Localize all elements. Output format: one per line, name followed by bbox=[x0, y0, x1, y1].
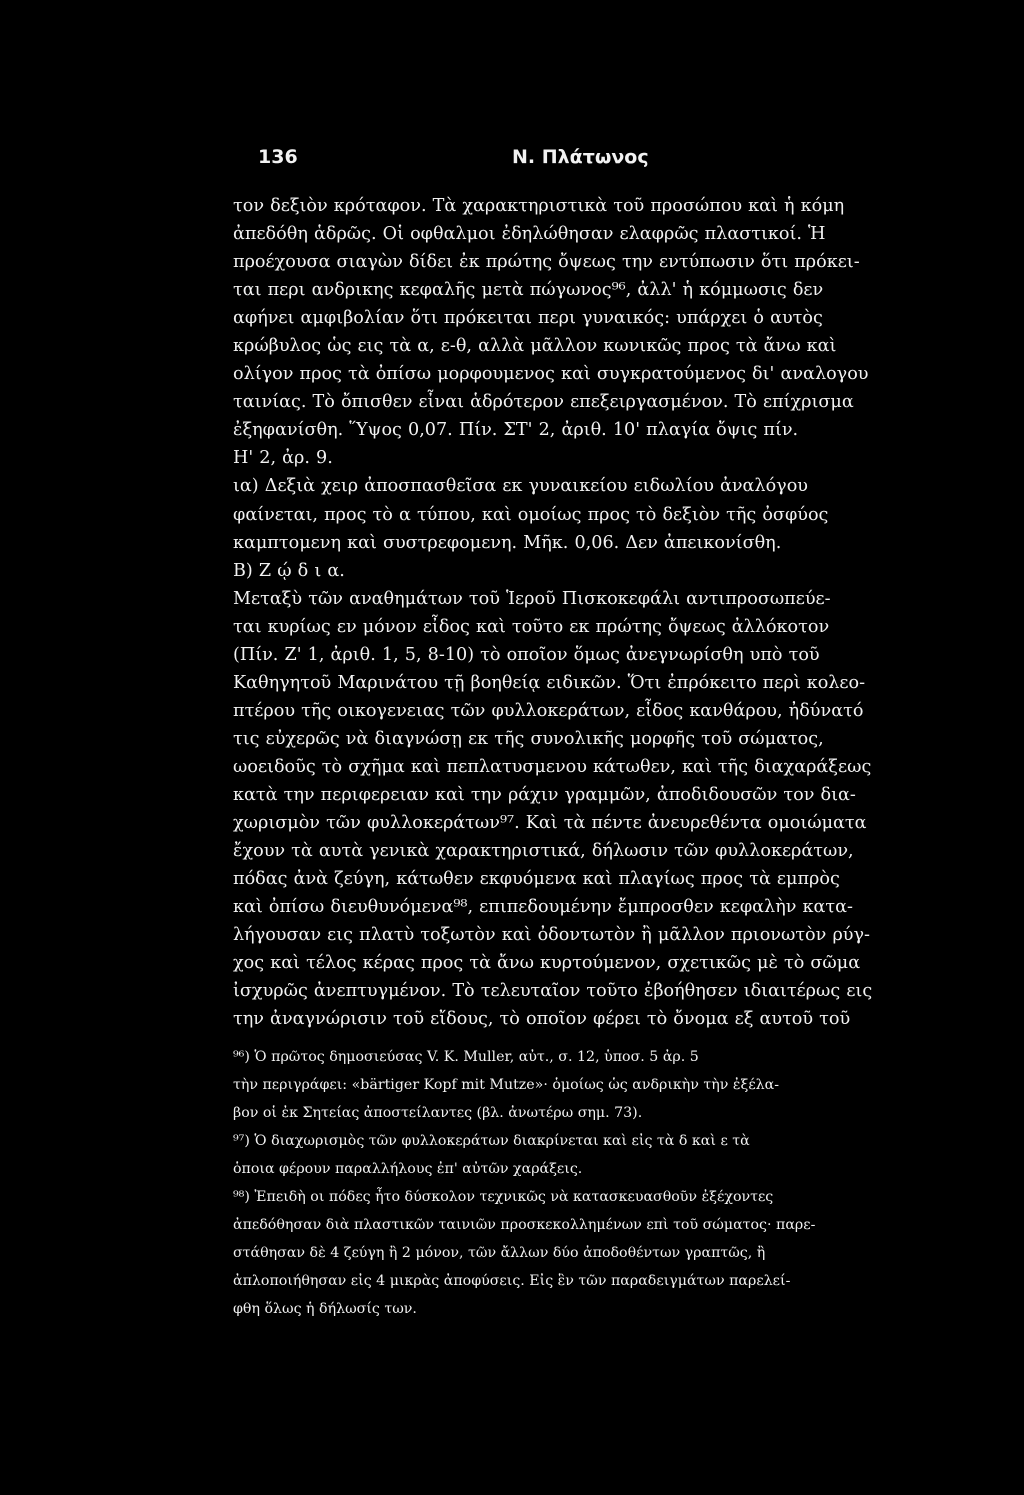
body-line: (Πίν. Ζ' 1, ἀριθ. 1, 5, 8-10) τὸ οποῖον ὅμως ἀνεγνωρίσθη υπὸ τοῦ bbox=[233, 644, 820, 665]
body-line: ια) Δεξιὰ χειρ ἀποσπασθεῖσα εκ γυναικείου ειδωλίου ἀναλόγου bbox=[233, 476, 808, 497]
body-line: χωρισμὸν τῶν φυλλοκεράτων⁹⁷. Καὶ τὰ πέντε ἀνευρεθέντα ομοιώματα bbox=[233, 813, 867, 834]
body-line: Η' 2, ἀρ. 9. bbox=[233, 448, 333, 469]
body-line: τις εὐχερῶς νὰ διαγνώσῃ εκ τῆς συνολικῆς μορφῆς τοῦ σώματος, bbox=[233, 728, 824, 749]
body-line: προέχουσα σιαγὼν δίδει ἐκ πρώτης ὄψεως την εντύπωσιν ὅτι πρόκει- bbox=[233, 252, 860, 273]
body-line: λήγουσαν εις πλατὺ τοξωτὸν καὶ ὀδοντωτὸν ἢ μᾶλλον πριονωτὸν ρύγ- bbox=[233, 925, 870, 946]
section-heading: Β) Ζ ῴ δ ι α. bbox=[233, 560, 345, 581]
footnote-line: ὁποια φέρουν παραλλήλους ἐπ' αὐτῶν χαράξεις. bbox=[233, 1161, 583, 1178]
body-line: ἰσχυρῶς ἀνεπτυγμένον. Τὸ τελευταῖον τοῦτο ἐβοήθησεν ιδιαιτέρως εις bbox=[233, 981, 873, 1002]
body-line: την ἀναγνώρισιν τοῦ εἴδους, τὸ οποῖον φέρει τὸ ὄνομα εξ αυτοῦ τοῦ bbox=[233, 1009, 851, 1030]
running-title: Ν. Πλάτωνος bbox=[512, 146, 649, 168]
footnote-line: βον οἱ ἐκ Σητείας ἀποστείλαντες (βλ. ἀνωτέρω σημ. 73). bbox=[233, 1105, 643, 1122]
body-line: ται περι ανδρικης κεφαλῆς μετὰ πώγωνος⁹⁶, ἀλλ' ἡ κόμμωσις δεν bbox=[233, 280, 824, 301]
body-line: Μεταξὺ τῶν αναθημάτων τοῦ Ἱεροῦ Πισκοκεφάλι αντιπροσωπεύε- bbox=[233, 588, 831, 609]
footnote-line: ⁹⁸) Ἐπειδὴ οι πόδες ἦτο δύσκολον τεχνικῶς νὰ κατασκευασθοῦν ἐξέχοντες bbox=[233, 1189, 774, 1206]
body-line: πόδας ἀνὰ ζεύγη, κάτωθεν εκφυόμενα καὶ πλαγίως προς τὰ εμπρὸς bbox=[233, 869, 840, 890]
body-line: ται κυρίως εν μόνον εἶδος καὶ τοῦτο εκ πρώτης ὄψεως ἀλλόκοτον bbox=[233, 616, 830, 637]
body-line: φαίνεται, προς τὸ α τύπου, καὶ ομοίως προς τὸ δεξιὸν τῆς ὀσφύος bbox=[233, 504, 829, 525]
page-number: 136 bbox=[258, 146, 298, 168]
body-line: ολίγον προς τὰ ὀπίσω μορφουμενος καὶ συγκρατούμενος δι' αναλογου bbox=[233, 364, 869, 385]
body-line: καμπτομενη καὶ συστρεφομενη. Μῆκ. 0,06. Δεν ἀπεικονίσθη. bbox=[233, 532, 782, 553]
footnote-line: στάθησαν δὲ 4 ζεύγη ἢ 2 μόνον, τῶν ἄλλων δύο ἀποδοθέντων γραπτῶς, ἢ bbox=[233, 1245, 766, 1262]
running-header bbox=[0, 146, 1024, 176]
footnote-line: ⁹⁷) Ὁ διαχωρισμὸς τῶν φυλλοκεράτων διακρίνεται καὶ εἰς τὰ δ καὶ ε τὰ bbox=[233, 1133, 750, 1150]
footnote-line: ⁹⁶) Ὁ πρῶτος δημοσιεύσας V. K. Muller, αὐτ., σ. 12, ὑποσ. 5 ἀρ. 5 bbox=[233, 1049, 699, 1065]
footnote-line: φθη ὅλως ἡ δήλωσίς των. bbox=[233, 1301, 417, 1318]
body-line: ἐξηφανίσθη. Ὕψος 0,07. Πίν. ΣΤ' 2, ἀριθ. 10' πλαγία ὄψις πίν. bbox=[233, 420, 799, 441]
body-line: αφήνει αμφιβολίαν ὅτι πρόκειται περι γυναικός: υπάρχει ὁ αυτὸς bbox=[233, 308, 823, 329]
body-line: κατὰ την περιφερειαν καὶ την ράχιν γραμμῶν, ἀποδιδουσῶν τον δια- bbox=[233, 784, 856, 805]
body-line: χος καὶ τέλος κέρας προς τὰ ἄνω κυρτούμενον, σχετικῶς μὲ τὸ σῶμα bbox=[233, 953, 861, 974]
body-line: κρώβυλος ὡς εις τὰ α, ε-θ, αλλὰ μᾶλλον κωνικῶς προς τὰ ἄνω καὶ bbox=[233, 336, 837, 357]
body-line: τον δεξιὸν κρόταφον. Τὰ χαρακτηριστικὰ τοῦ προσώπου καὶ ἡ κόμη bbox=[233, 196, 845, 216]
body-line: καὶ ὀπίσω διευθυνόμενα⁹⁸, επιπεδουμένην ἔμπροσθεν κεφαλὴν κατα- bbox=[233, 897, 853, 918]
body-line: ταινίας. Τὸ ὄπισθεν εἶναι ἁδρότερον επεξειργασμένον. Τὸ επίχρισμα bbox=[233, 392, 854, 413]
body-line: ωοειδοῦς τὸ σχῆμα καὶ πεπλατυσμενου κάτωθεν, καὶ τῆς διαχαράξεως bbox=[233, 756, 872, 777]
footnotes bbox=[233, 1046, 816, 1326]
body-line: Καθηγητοῦ Μαρινάτου τῇ βοηθείᾳ ειδικῶν. Ὅτι ἐπρόκειτο περὶ κολεο- bbox=[233, 672, 866, 693]
footnote-line: τὴν περιγράφει: «bärtiger Kopf mit Mutze»· ὁμοίως ὡς ανδρικὴν τὴν ἐξέλα- bbox=[233, 1077, 780, 1094]
body-line: ἀπεδόθη ἁδρῶς. Οἱ οφθαλμοι ἐδηλώθησαν ελαφρῶς πλαστικοί. Ἡ bbox=[233, 224, 826, 245]
body-text bbox=[233, 192, 873, 1033]
footnote-line: ἀπλοποιήθησαν εἰς 4 μικρὰς ἀποφύσεις. Εἰς ἓν τῶν παραδειγμάτων παρελεί- bbox=[233, 1273, 791, 1290]
footnote-line: ἀπεδόθησαν διὰ πλαστικῶν ταινιῶν προσκεκολλημένων επὶ τοῦ σώματος· παρε- bbox=[233, 1217, 816, 1234]
body-line: πτέρου τῆς οικογενειας τῶν φυλλοκεράτων, εἶδος κανθάρου, ἠδύνατό bbox=[233, 700, 864, 721]
body-line: ἔχουν τὰ αυτὰ γενικὰ χαρακτηριστικά, δήλωσιν τῶν φυλλοκεράτων, bbox=[233, 841, 854, 862]
